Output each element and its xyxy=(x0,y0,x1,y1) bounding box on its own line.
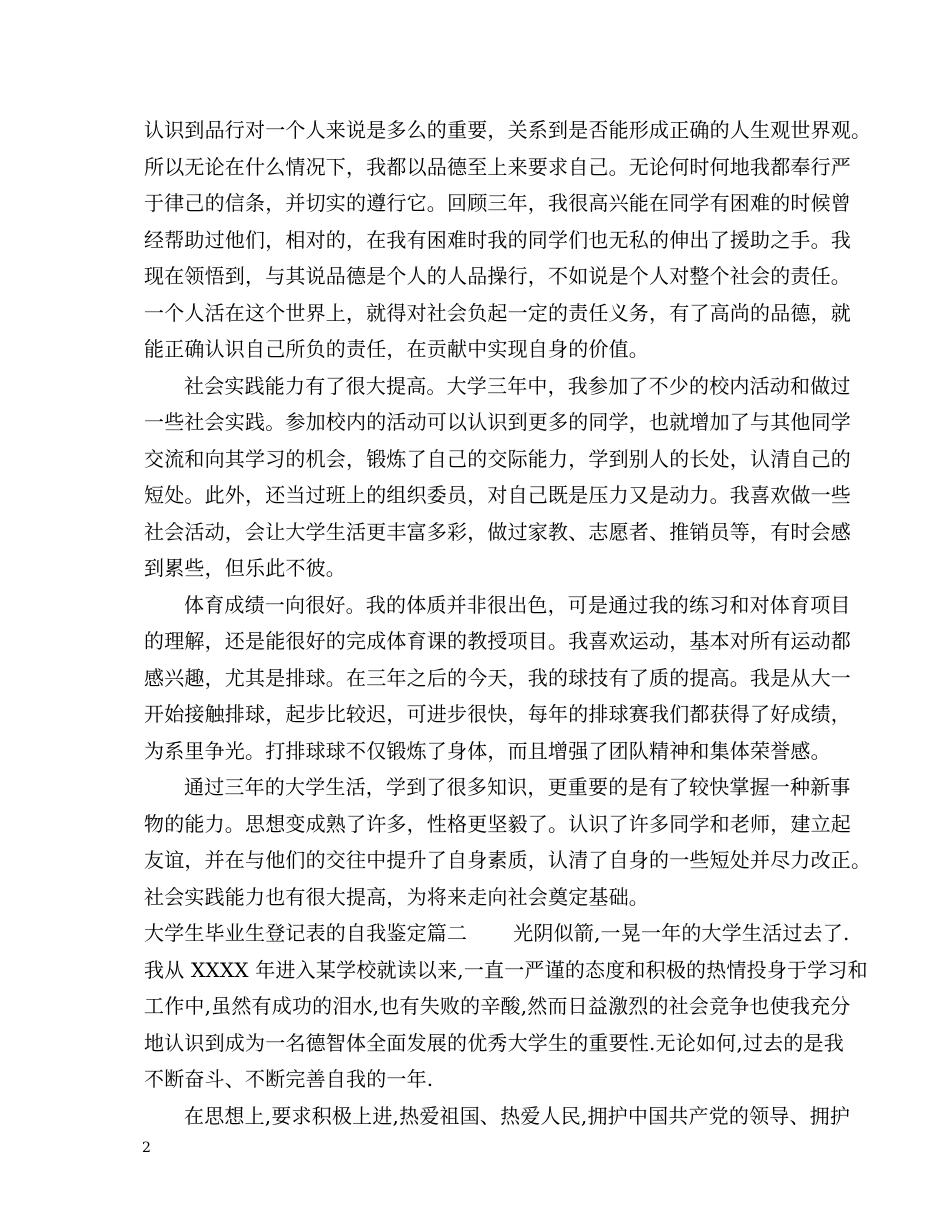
text-line: 于律己的信条，并切实的遵行它。回顾三年，我很高兴能在同学有困难的时候曾 xyxy=(144,191,851,215)
text-line: 交流和向其学习的机会，锻炼了自己的交际能力，学到别人的长处，认清自己的 xyxy=(144,446,851,471)
text-line: 友谊，并在与他们的交往中提升了自身素质，认清了自身的一些短处并尽力改正。 xyxy=(144,848,872,872)
paragraph-summary xyxy=(144,769,872,915)
text-line: 物的能力。思想变成熟了许多，性格更坚毅了。认识了许多同学和老师，建立起 xyxy=(144,811,851,836)
text-line: 经帮助过他们，相对的，在我有困难时我的同学们也无私的伸出了援助之手。我 xyxy=(144,227,851,252)
text-line: 感兴趣，尤其是排球。在三年之后的今天，我的球技有了质的提高。我是从大一 xyxy=(144,665,851,690)
text-line: 现在领悟到，与其说品德是个人的人品操行，不如说是个人对整个社会的责任。 xyxy=(144,264,851,288)
text-line: 为系里争光。打排球球不仅锻炼了身体，而且增强了团队精神和集体荣誉感。 xyxy=(144,738,831,763)
text-line: 开始接触排球，起步比较迟，可进步很快，每年的排球赛我们都获得了好成绩， xyxy=(144,702,851,726)
text-line: 到累些，但乐此不彼。 xyxy=(144,556,346,580)
paragraph-social-practice xyxy=(144,368,851,587)
text-line: 所以无论在什么情况下，我都以品德至上来要求自己。无论何时何地我都奉行严 xyxy=(144,154,851,179)
text-line: 能正确认识自己所负的责任，在贡献中实现自身的价值。 xyxy=(144,337,649,361)
text-line: 我从 XXXX 年进入某学校就读以来,一直一严谨的态度和积极的热情投身于学习和 xyxy=(144,957,868,982)
text-line: 认识到品行对一个人来说是多么的重要，关系到是否能形成正确的人生观世界观。 xyxy=(144,118,872,142)
text-line: 社会活动，会让大学生活更丰富多彩，做过家教、志愿者、推销员等，有时会感 xyxy=(144,519,851,544)
section-first-line-text: 光阴似箭,一晃一年的大学生活过去了. xyxy=(513,921,850,945)
document-body xyxy=(144,112,872,1134)
text-line: 短处。此外，还当过班上的组织委员，对自己既是压力又是动力。我喜欢做一些 xyxy=(144,483,851,507)
paragraph-sports xyxy=(144,587,851,770)
text-line: 体育成绩一向很好。我的体质并非很出色，可是通过我的练习和对体育项目 xyxy=(184,592,851,617)
section-two xyxy=(144,915,868,1134)
section-heading: 大学生毕业生登记表的自我鉴定篇二 xyxy=(144,921,468,945)
text-line: 通过三年的大学生活，学到了很多知识，更重要的是有了较快掌握一种新事 xyxy=(184,775,851,799)
text-line: 社会实践能力有了很大提高。大学三年中，我参加了不少的校内活动和做过 xyxy=(184,373,851,398)
page-number: 2 xyxy=(142,1140,151,1156)
text-line: 在思想上,要求积极上进,热爱祖国、热爱人民,拥护中国共产党的领导、拥护 xyxy=(184,1103,851,1128)
text-line: 不断奋斗、不断完善自我的一年. xyxy=(144,1067,434,1091)
text-line: 一个人活在这个世界上，就得对社会负起一定的责任义务，有了高尚的品德，就 xyxy=(144,300,851,325)
text-line: 社会实践能力也有很大提高，为将来走向社会奠定基础。 xyxy=(144,884,649,909)
text-line: 地认识到成为一名德智体全面发展的优秀大学生的重要性.无论如何,过去的是我 xyxy=(144,1030,844,1055)
text-line: 一些社会实践。参加校内的活动可以认识到更多的同学，也就增加了与其他同学 xyxy=(144,410,851,434)
text-line: 的理解，还是能很好的完成体育课的教授项目。我喜欢运动，基本对所有运动都 xyxy=(144,629,851,653)
text-line: 工作中,虽然有成功的泪水,也有失败的辛酸,然而日益激烈的社会竞争也使我充分 xyxy=(144,994,851,1018)
section-heading-line xyxy=(144,915,850,952)
paragraph-character xyxy=(144,112,872,368)
